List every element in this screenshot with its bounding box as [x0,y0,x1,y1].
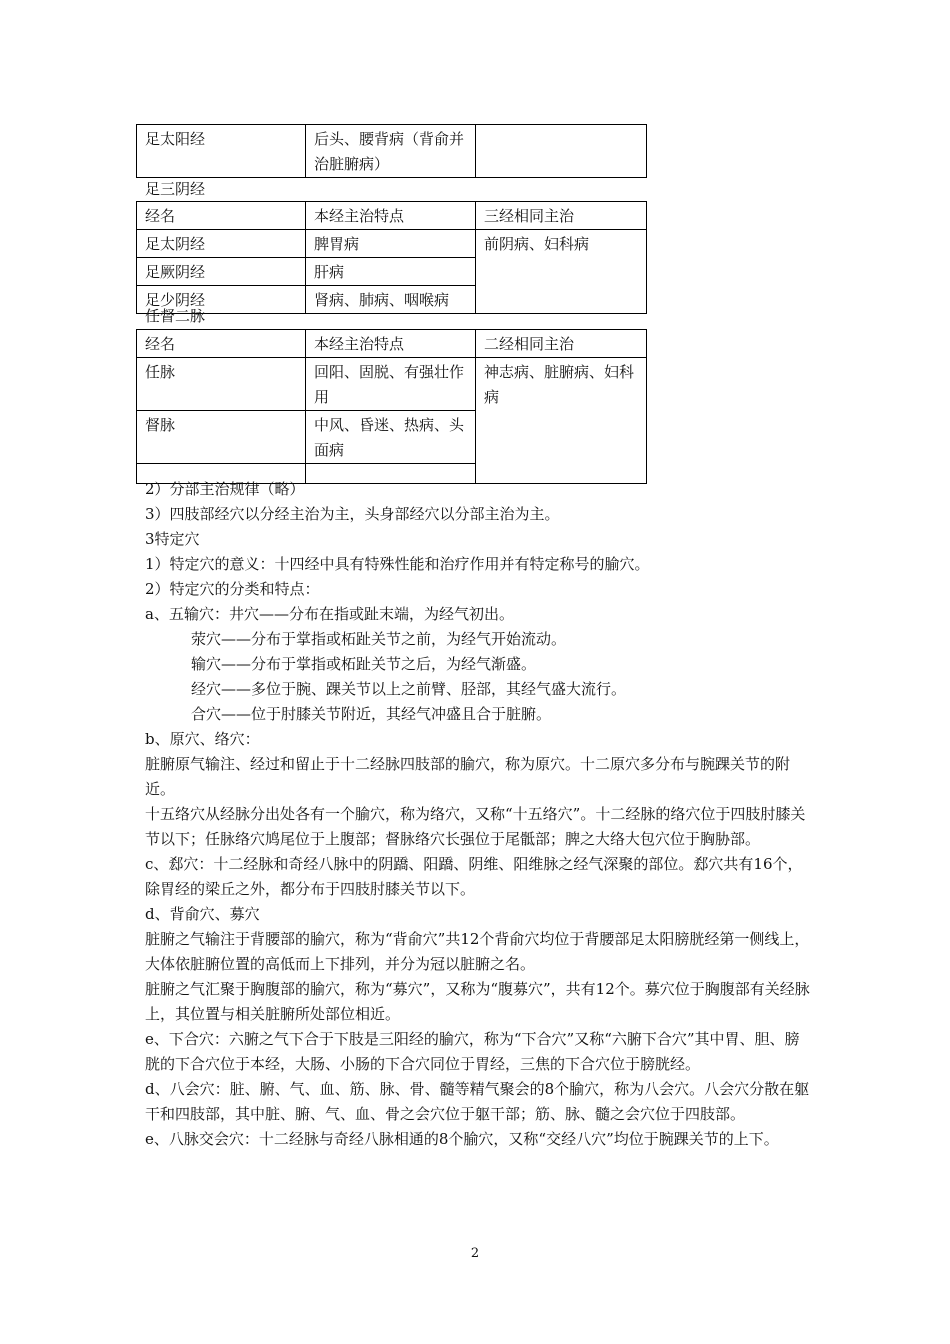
table-cell: 督脉 [137,411,306,464]
paragraph: d、八会穴：脏、腑、气、血、筋、脉、骨、髓等精气聚会的8个腧穴，称为八会穴。八会穴分散在躯干和四肢部，其中脏、腑、气、血、骨之会穴位于躯干部；筋、脉、髓之会穴位于四肢部。 [145,1080,810,1123]
table-zu-tai-yang [136,124,647,178]
table-zu-san-yin [136,201,647,314]
paragraph: c、郄穴：十二经脉和奇经八脉中的阴蹻、阳蹻、阴维、阳维脉之经气深聚的部位。郄穴共有16个，除胃经的梁丘之外，都分布于四肢肘膝关节以下。 [145,855,803,898]
table-cell: 回阳、固脱、有强壮作用 [306,358,476,411]
table-cell: 任脉 [137,358,306,411]
paragraph: 3特定穴 [145,530,200,548]
paragraph: 脏腑原气输注、经过和留止于十二经脉四肢部的腧穴，称为原穴。十二原穴多分布与腕踝关节的附近。 [145,755,791,798]
table-cell [476,125,647,178]
table-cell-shared: 前阴病、妇科病 [476,230,647,314]
body-text [145,477,810,1152]
paragraph: 输穴——分布于掌指或柘趾关节之后，为经气渐盛。 [191,655,537,673]
table-ren-du [136,329,647,484]
table-header-cell: 二经相同主治 [476,330,647,358]
table-cell: 足少阴经 [137,286,306,314]
table-cell: 足厥阴经 [137,258,306,286]
table-row [137,358,647,411]
table-header-cell: 三经相同主治 [476,202,647,230]
table-cell: 中风、昏迷、热病、头面病 [306,411,476,464]
paragraph: 2）特定穴的分类和特点： [145,580,320,598]
table-cell: 足太阴经 [137,230,306,258]
paragraph: d、背俞穴、募穴 [145,905,260,923]
paragraph: a、五输穴：井穴——分布在指或趾末端，为经气初出。 [145,605,514,623]
paragraph: e、八脉交会穴：十二经脉与奇经八脉相通的8个腧穴，又称“交经八穴”均位于腕踝关节的上下。 [145,1130,779,1148]
table-header-cell: 本经主治特点 [306,202,476,230]
paragraph: 十五络穴从经脉分出处各有一个腧穴，称为络穴，又称“十五络穴”。十二经脉的络穴位于四肢肘膝关节以下；任脉络穴鸠尾位于上腹部；督脉络穴长强位于尾骶部；脾之大络大包穴位于胸胁部。 [145,805,806,848]
table-cell-shared: 神志病、脏腑病、妇科病 [476,358,647,484]
paragraph: 1）特定穴的意义：十四经中具有特殊性能和治疗作用并有特定称号的腧穴。 [145,555,650,573]
table-cell: 脾胃病 [306,230,476,258]
table-header-cell: 经名 [137,330,306,358]
paragraph: 合穴——位于肘膝关节附近，其经气冲盛且合于脏腑。 [191,705,552,723]
paragraph: 3）四肢部经穴以分经主治为主，头身部经穴以分部主治为主。 [145,505,560,523]
paragraph: 经穴——多位于腕、踝关节以上之前臂、胫部，其经气盛大流行。 [191,680,627,698]
paragraph: e、下合穴：六腑之气下合于下肢是三阳经的腧穴，称为“下合穴”又称“六腑下合穴”其中胃、胆、膀胱的下合穴位于本经，大肠、小肠的下合穴同位于胃经，三焦的下合穴位于膀胱经。 [145,1030,800,1073]
table-header-cell: 本经主治特点 [306,330,476,358]
paragraph: 荥穴——分布于掌指或柘趾关节之前，为经气开始流动。 [191,630,567,648]
table-header-cell: 经名 [137,202,306,230]
page-number: 2 [470,1246,480,1261]
table-header-row [137,330,647,358]
table-cell: 后头、腰背病（背俞并治脏腑病） [306,125,476,178]
table-cell: 肝病 [306,258,476,286]
paragraph: 脏腑之气汇聚于胸腹部的腧穴，称为“募穴”，又称为“腹募穴”，共有12个。募穴位于胸腹部有关经脉上，其位置与相关脏腑所处部位相近。 [145,980,810,1023]
table-row [137,230,647,258]
paragraph: 脏腑之气输注于背腰部的腧穴，称为“背俞穴”共12个背俞穴均位于背腰部足太阳膀胱经第一侧线上，大体依脏腑位置的高低而上下排列，并分为冠以脏腑之名。 [145,930,810,973]
paragraph: b、原穴、络穴： [145,730,260,748]
table-row [137,125,647,178]
table-cell: 肾病、肺病、咽喉病 [306,286,476,314]
section-heading: 足三阴经 [145,180,206,198]
section-heading: 任督二脉 [145,307,206,325]
paragraph: 2）分部主治规律（略） [145,480,305,498]
table-header-row [137,202,647,230]
table-cell: 足太阳经 [137,125,306,178]
